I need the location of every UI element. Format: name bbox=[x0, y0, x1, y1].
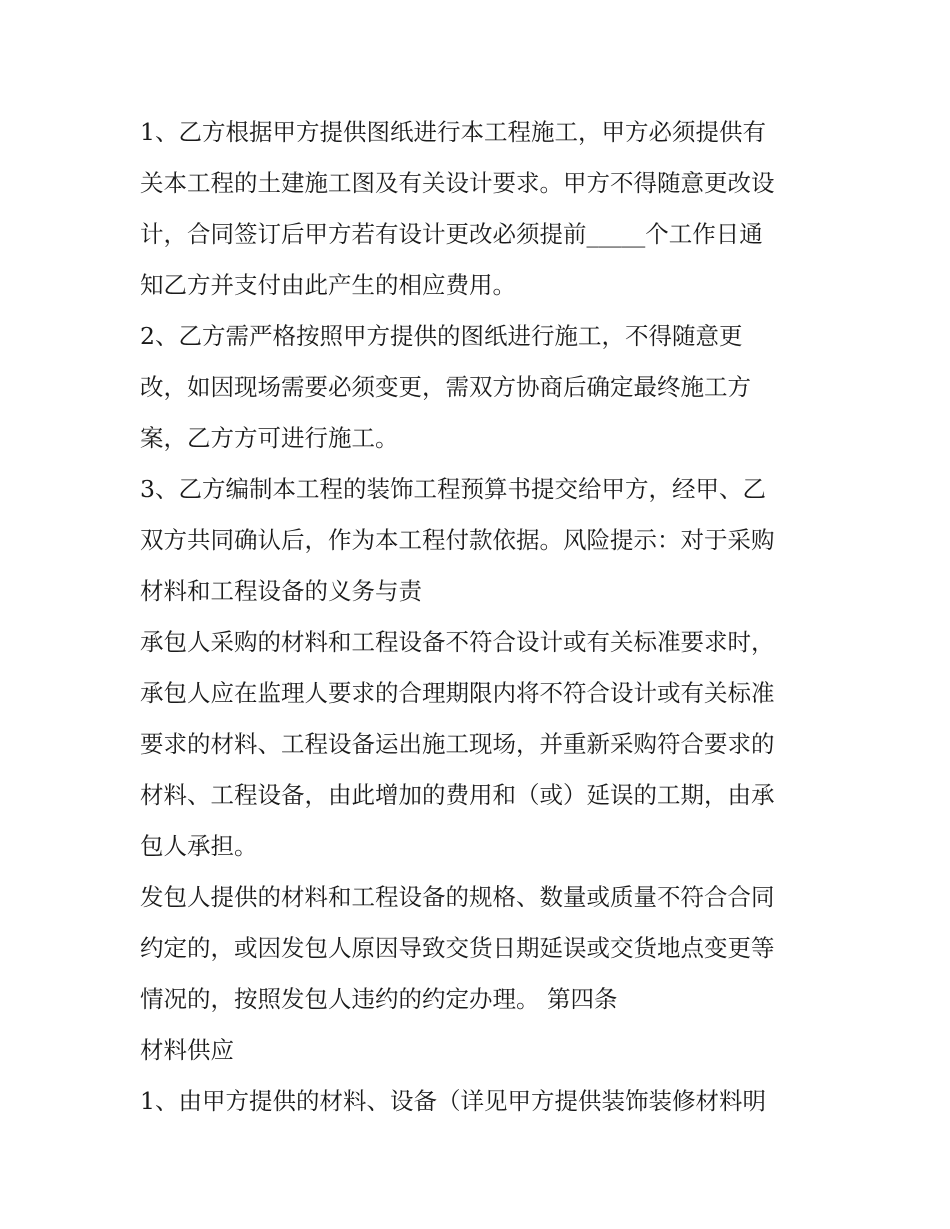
contractor-paragraph-line-1: 承包人采购的材料和工程设备不符合设计或有关标准要求时， bbox=[140, 628, 775, 656]
clause-1-line-1: 1、乙方根据甲方提供图纸进行本工程施工，甲方必须提供有 bbox=[140, 118, 766, 146]
clause-1-line-3: 计，合同签订后甲方若有设计更改必须提前_____个工作日通 bbox=[140, 220, 763, 248]
contractor-paragraph-line-5: 包人承担。 bbox=[140, 832, 258, 860]
clause-1-line-4: 知乙方并支付由此产生的相应费用。 bbox=[140, 271, 516, 299]
document-body bbox=[140, 107, 830, 1127]
clause-3-line-3: 材料和工程设备的义务与责 bbox=[140, 577, 422, 605]
contractor-paragraph-line-2: 承包人应在监理人要求的合理期限内将不符合设计或有关标准 bbox=[140, 679, 775, 707]
supply-clause-1-line-1: 1、由甲方提供的材料、设备（详见甲方提供装饰装修材料明 bbox=[140, 1087, 766, 1115]
clause-2-line-1: 2、乙方需严格按照甲方提供的图纸进行施工，不得随意更 bbox=[140, 322, 743, 350]
section-heading-material-supply: 材料供应 bbox=[140, 1036, 234, 1064]
clause-1-line-2: 关本工程的土建施工图及有关设计要求。甲方不得随意更改设 bbox=[140, 169, 775, 197]
clause-3-line-1: 3、乙方编制本工程的装饰工程预算书提交给甲方，经甲、乙 bbox=[140, 475, 766, 503]
employer-paragraph-line-3: 情况的，按照发包人违约的约定办理。 第四条 bbox=[140, 985, 618, 1013]
contractor-paragraph-line-3: 要求的材料、工程设备运出施工现场，并重新采购符合要求的 bbox=[140, 730, 775, 758]
contractor-paragraph-line-4: 材料、工程设备，由此增加的费用和（或）延误的工期，由承 bbox=[140, 781, 775, 809]
clause-2-line-3: 案，乙方方可进行施工。 bbox=[140, 424, 399, 452]
employer-paragraph-line-1: 发包人提供的材料和工程设备的规格、数量或质量不符合合同 bbox=[140, 883, 775, 911]
clause-3-line-2: 双方共同确认后，作为本工程付款依据。风险提示：对于采购 bbox=[140, 526, 775, 554]
employer-paragraph-line-2: 约定的，或因发包人原因导致交货日期延误或交货地点变更等 bbox=[140, 934, 775, 962]
clause-2-line-2: 改，如因现场需要必须变更，需双方协商后确定最终施工方 bbox=[140, 373, 751, 401]
